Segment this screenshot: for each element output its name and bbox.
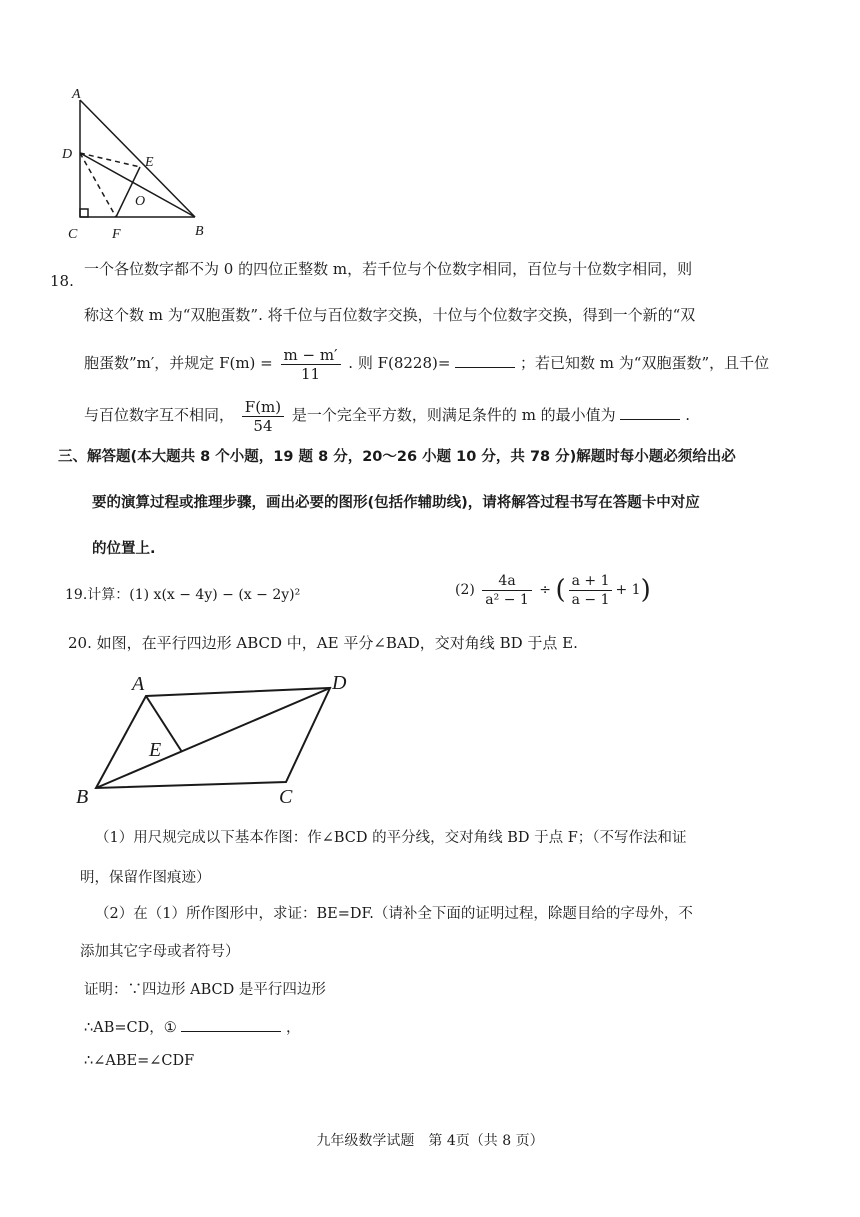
- q20-proof2-text: ∴AB=CD，①: [84, 1020, 177, 1036]
- q20-proof-line-3: ∴∠ABE=∠CDF: [84, 1053, 195, 1069]
- q19-p2-den: a² − 1: [485, 591, 529, 608]
- q20-part2-b: 添加其它字母或者符号）: [80, 944, 240, 960]
- q18-line-4: [84, 393, 690, 437]
- q20-proof-line-1: 证明：∵四边形 ABCD 是平行四边形: [84, 982, 326, 998]
- q19-part2: (2) $\frac{4a}{\text{a² − 1}}$ ÷ ( $\frac{a + 1}{a - 1}$ + 1): [455, 572, 651, 608]
- q20-part1-b: 明，保留作图痕迹）: [80, 870, 211, 886]
- fig20-label-B: B: [76, 786, 89, 808]
- q20-parallelogram-figure: [70, 668, 370, 813]
- q18-number: 18.: [50, 272, 74, 290]
- q18-l3b: . 则 F(8228)=: [348, 354, 451, 372]
- q18-l4c: .: [685, 406, 691, 424]
- q18-frac2-den: 54: [253, 416, 273, 435]
- q20-proof-blank-1[interactable]: [181, 1015, 281, 1032]
- q19-p2-label: (2): [455, 582, 475, 598]
- fig20-label-D: D: [332, 672, 347, 694]
- q18-fraction-2: [242, 398, 284, 435]
- label-E: E: [145, 155, 154, 170]
- q19-part1: 19.计算：(1) x(x − 4y) − (x − 2y)²: [65, 587, 301, 603]
- q18-frac1-num: m − m′: [281, 346, 341, 365]
- section3-line-2: 要的演算过程或推理步骤，画出必要的图形(包括作辅助线)，请将解答过程书写在答题卡中对应: [92, 495, 700, 511]
- q19-p2-inner-num: a + 1: [569, 572, 613, 591]
- q20-proof-line-2: [84, 1015, 300, 1037]
- q19-p2-inner-fraction: [569, 572, 613, 609]
- q18-l3a: 胞蛋数”m′，并规定 F(m) =: [84, 354, 273, 372]
- label-C: C: [68, 227, 78, 242]
- q18-answer-blank-2[interactable]: [620, 403, 680, 420]
- q18-fraction-1: [281, 346, 341, 383]
- q18-l4b: 是一个完全平方数，则满足条件的 m 的最小值为: [291, 406, 616, 424]
- q18-line-2: 称这个数 m 为“双胞蛋数”. 将千位与百位数字交换，十位与个位数字交换，得到一个新的“双: [84, 306, 696, 324]
- q20-proof2-comma: ，: [285, 1020, 301, 1036]
- q20-part2-a: （2）在（1）所作图形中，求证：BE=DF.（请补全下面的证明过程，除题目给的字母外，不: [95, 906, 693, 922]
- q19-p2-num: 4a: [482, 572, 532, 591]
- q20-part1-a: （1）用尺规完成以下基本作图：作∠BCD 的平分线，交对角线 BD 于点 F；（不写作法和证: [95, 830, 687, 846]
- q18-frac2-num: F(m): [242, 398, 284, 417]
- page-footer: 九年级数学试题 第 4页（共 8 页）: [316, 1133, 544, 1149]
- fig20-label-A: A: [132, 673, 145, 695]
- q19-p2-div: ÷: [539, 582, 551, 598]
- q18-answer-blank-1[interactable]: [455, 351, 515, 368]
- fig20-label-C: C: [279, 786, 293, 808]
- q19-p2-inner-den: a − 1: [571, 591, 610, 608]
- label-O: O: [135, 194, 146, 209]
- q19-p2-plus: + 1: [615, 582, 641, 598]
- section3-line-1: 三、解答题(本大题共 8 个小题，19 题 8 分，20～26 小题 10 分，共 78 分)解题时每小题必须给出必: [58, 449, 736, 465]
- section3-line-3: 的位置上.: [92, 541, 156, 557]
- label-F: F: [112, 227, 121, 242]
- q18-line-1: 一个各位数字都不为 0 的四位正整数 m，若千位与个位数字相同，百位与十位数字相同，则: [84, 260, 693, 278]
- q17-triangle-figure: [55, 80, 225, 245]
- q18-l3c: ；若已知数 m 为“双胞蛋数”，且千位: [520, 354, 770, 372]
- q20-stem: 20. 如图，在平行四边形 ABCD 中，AE 平分∠BAD，交对角线 BD 于点 E.: [68, 634, 578, 652]
- label-D: D: [62, 147, 73, 162]
- q18-line-3: [84, 341, 769, 385]
- q19-p2-fraction: [482, 572, 532, 609]
- fig20-label-E: E: [149, 739, 162, 761]
- label-A: A: [72, 87, 81, 102]
- q18-frac1-den: 11: [300, 364, 321, 383]
- q18-l4a: 与百位数字互不相同，: [84, 406, 235, 424]
- label-B: B: [195, 224, 204, 239]
